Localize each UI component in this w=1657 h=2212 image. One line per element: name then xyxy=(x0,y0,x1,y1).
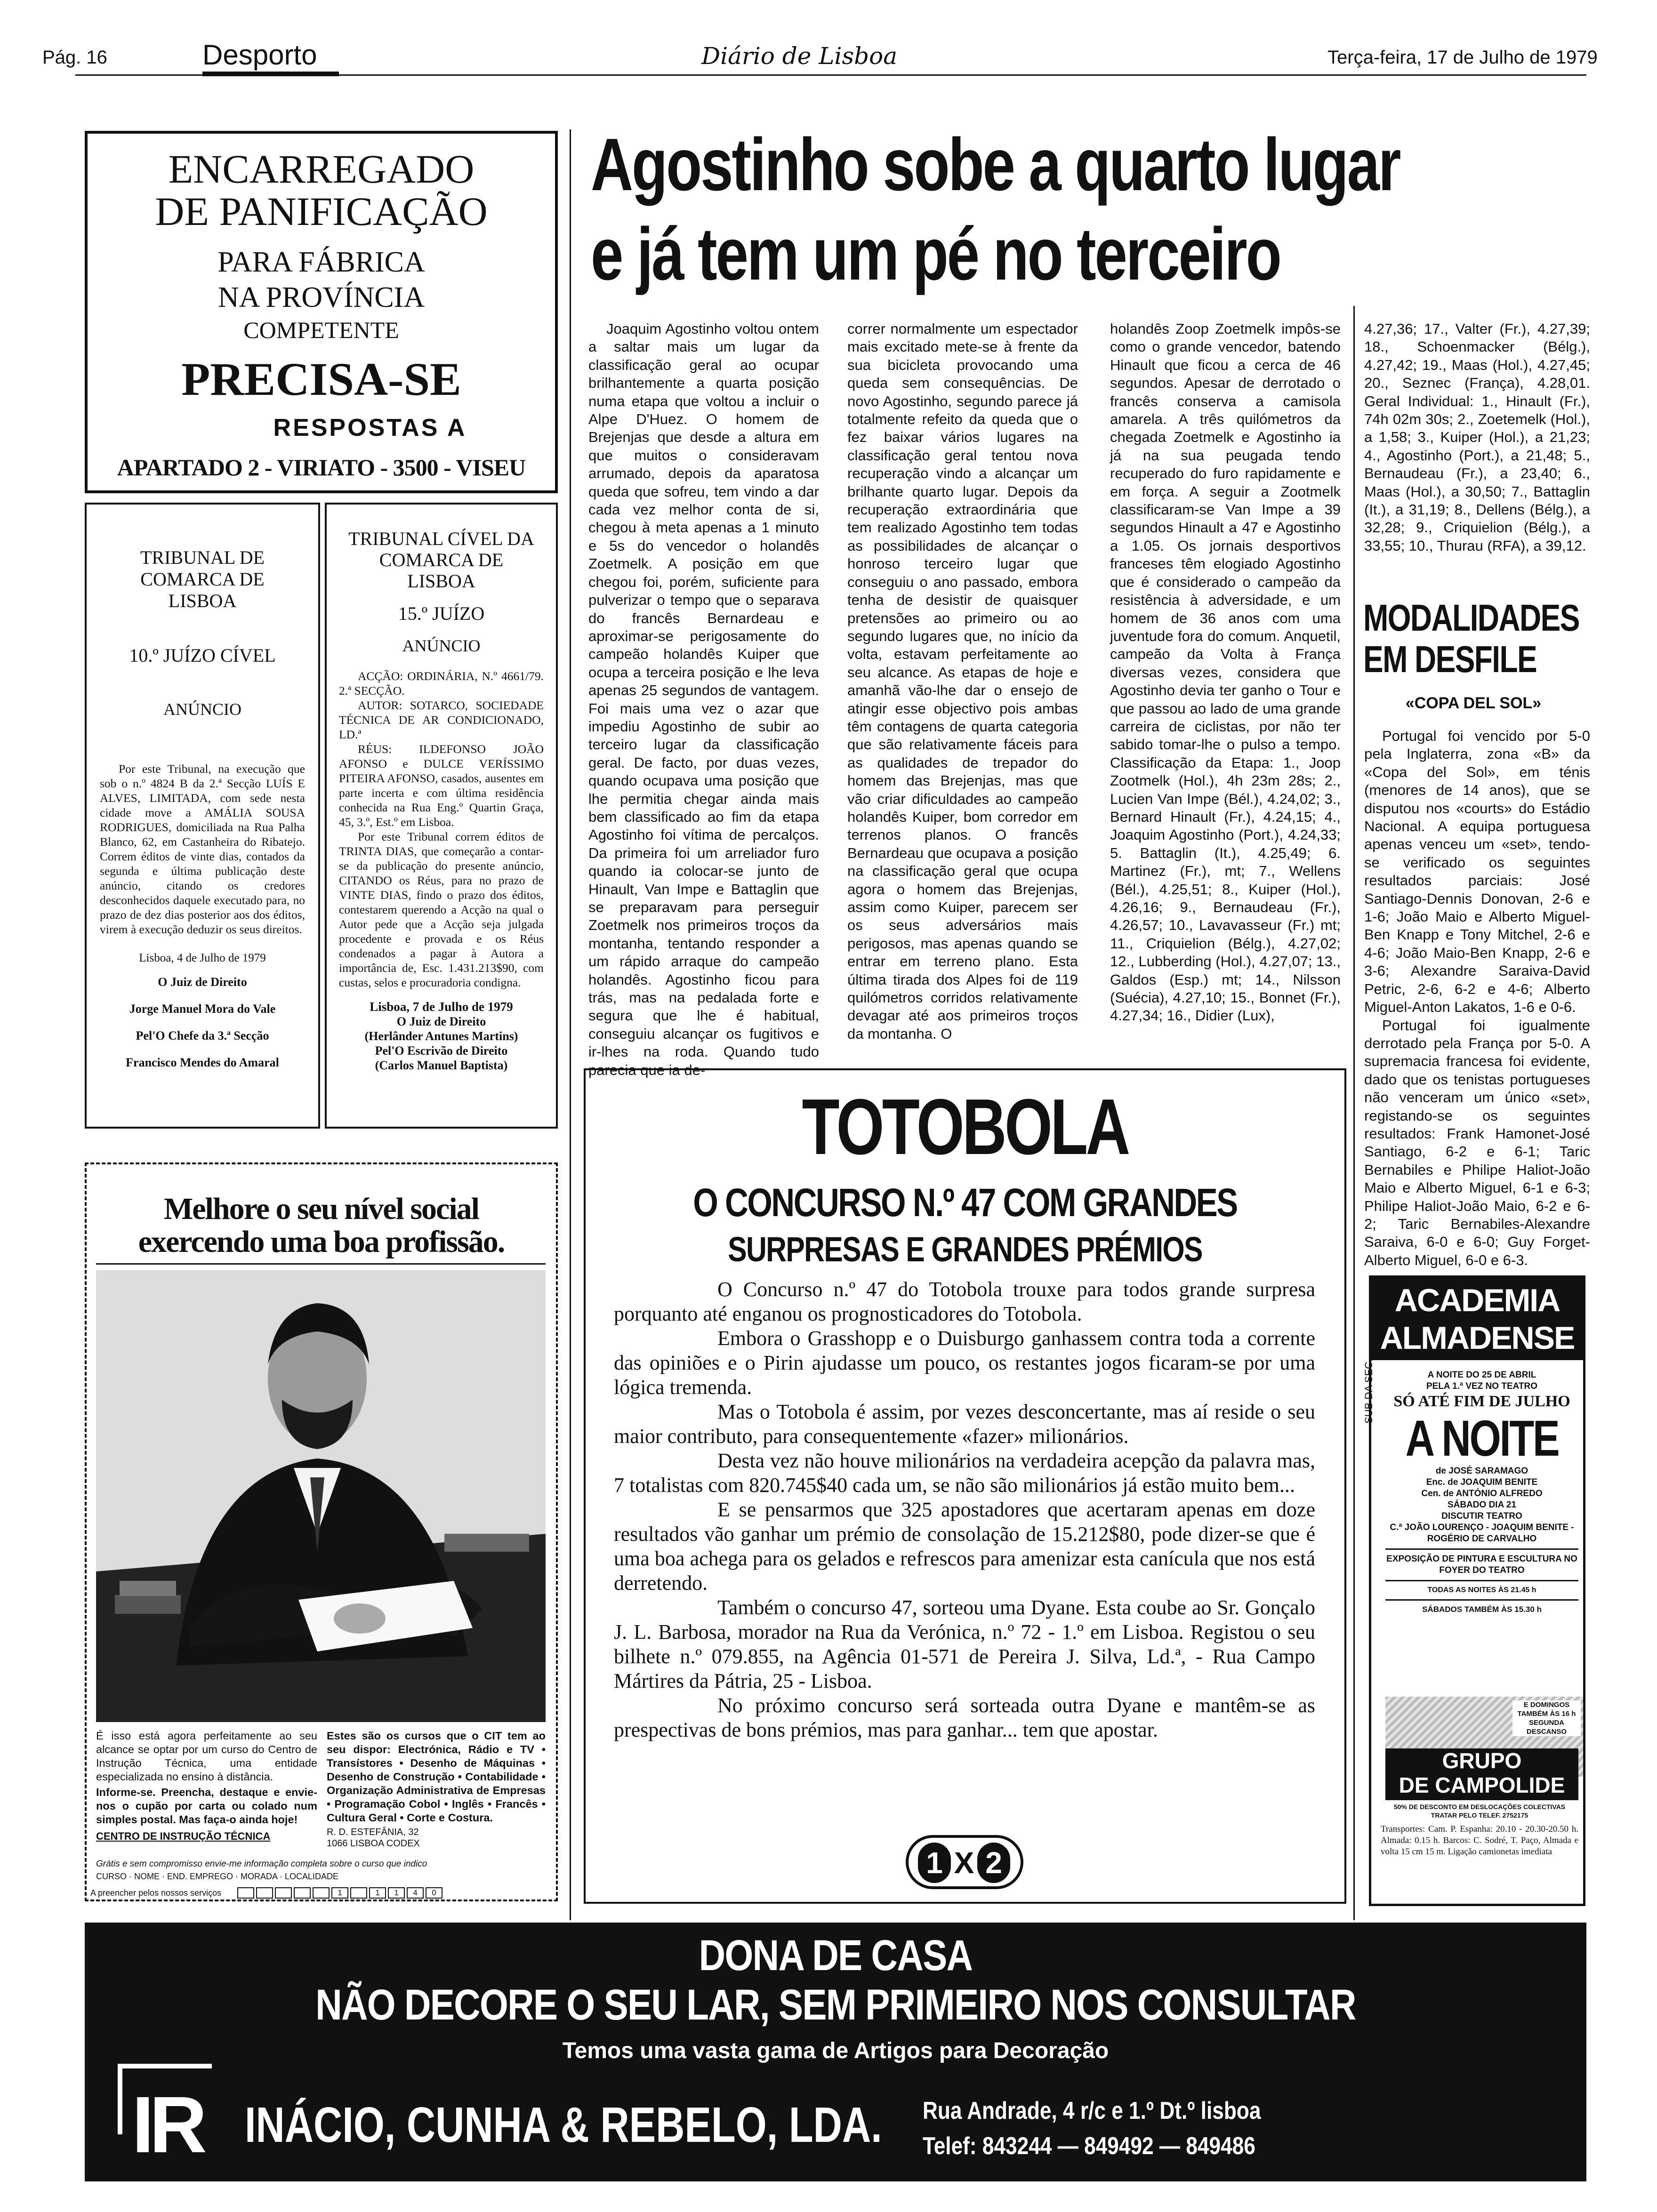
article-column-4: 4.27,36; 17., Valter (Fr.), 4.27,39; 18., Schoenmacker (Bélg.), 4.27,42; 19., Maas (Hol.), 4.27,45; 20., Seznec (França), 4.28,01. Geral Individual: 1., Hinault (Fr.), 74h 02m 30s; 2., Zoetemelk (Hol.), a 1,58; 3., Kuiper (Hol.), a 21,23; 4., Agostinho (Port.), a 21,48; 5., Bernaudeau (Fr.), a 23,40; 6., Maas (Hol.), a 30,50; 7., Battaglin (It.), a 31,19; 8., Dellens (Bélg.), a 32,28; 9., Criquielion (Bélg.), a 33,55; 10., Thurau (RFA), a 39,12. xyxy=(1364,321,1590,554)
logo-letters: IR xyxy=(132,2080,202,2170)
info-line: DISCUTIR TEATRO xyxy=(1441,1511,1522,1521)
teatro-ad xyxy=(1363,1275,1585,1906)
notice-paragraph: RÉUS: ILDEFONSO JOÃO AFONSO e DULCE VERÍSSIMO PITEIRA AFONSO, casados, ausentes em parte incerta e com última residência conhecida na Rua Eng.º Quartin Graça, 45, 3.º, Est.º em Lisboa. xyxy=(339,742,544,829)
coupon-box xyxy=(275,1887,292,1899)
notice-title: TRIBUNAL DE COMARCA DE LISBOA xyxy=(140,547,265,611)
coupon-box xyxy=(350,1887,367,1899)
totobola-p: No próximo concurso será sorteada outra Dyane e mantêm-se as prespectivas de bons prémios, mas para ganhar... tem que apostar. xyxy=(614,1694,1315,1741)
notice-title: TRIBUNAL CÍVEL DA COMARCA DE LISBOA xyxy=(348,528,534,592)
teatro-info xyxy=(1385,1370,1578,1615)
teatro-banner xyxy=(1371,1278,1583,1360)
notice-date: Lisboa, 4 de Julho de 1979 xyxy=(139,952,266,964)
photo-man-writing xyxy=(96,1270,546,1722)
logo-x: X xyxy=(954,1846,974,1880)
divider xyxy=(1385,1599,1578,1601)
tribunal-civel-notice xyxy=(325,503,558,1129)
info-line: SÁBADOS TAMBÉM ÀS 15.30 h xyxy=(1422,1605,1542,1614)
divider xyxy=(96,1263,546,1265)
column-divider xyxy=(570,129,571,1920)
coupon-intro: Grátis e sem compromisso envie-me informação completa sobre o curso que indico xyxy=(96,1859,427,1869)
teatro-side-label: SUB DA SEC. xyxy=(1363,1358,1375,1424)
info-line: TRATAR PELO TELEF. 2752175 xyxy=(1431,1811,1528,1819)
teatro-transport: Transportes: Cam. P. Espanha: 20.10 - 20.30-20.50 h. Almada: 0.15 h. Barcos: C. Sodré, T. Paço, Almada e volta 15 cm 15 m. Ligação camionetas imediata xyxy=(1381,1824,1578,1857)
info-line: SÓ ATÉ FIM DE JULHO xyxy=(1393,1393,1570,1410)
bottom-ad-line: DONA DE CASA xyxy=(699,1931,973,1980)
ad-line: APARTADO 2 - VIRIATO - 3500 - VISEU xyxy=(117,454,526,481)
info-line: 50% DE DESCONTO EM DESLOCAÇÕES COLECTIVAS xyxy=(1393,1803,1566,1811)
info-line: EXPOSIÇÃO DE PINTURA E ESCULTURA NO FOYER DO TEATRO xyxy=(1386,1554,1577,1575)
coupon-box xyxy=(237,1887,254,1899)
coupon-box: 1 xyxy=(369,1887,386,1899)
totobola-p: Também o concurso 47, sorteou uma Dyane. Esta coube ao Sr. Gonçalo J. L. Barbosa, morador na Rua da Verónica, n.º 72 - 1.º em Lisboa. Registou o seu bilhete n.º 079.855, na Agência 01-571 de Pereira J. Silva, Ld.ª, - Rua Campo Mártires da Pátria, 25 - Lisboa. xyxy=(614,1596,1315,1692)
totobola-logo xyxy=(906,1835,1023,1889)
totobola-p: O Concurso n.º 47 do Totobola trouxe para todos grande surpresa porquanto até enganou os prognosticadores do Totobola. xyxy=(614,1278,1315,1325)
info-line: C.ª JOÃO LOURENÇO - JOAQUIM BENITE - ROGÉRIO DE CARVALHO xyxy=(1390,1523,1574,1544)
cit-intro: É isso está agora perfeitamente ao seu alcance se optar por um curso do Centro de Instrução Técnica, uma entidade especializada no ensino à distância. xyxy=(96,1730,317,1783)
banner-line: GRUPO xyxy=(1442,1748,1522,1773)
notice-signature: O Juiz de Direito xyxy=(158,975,247,989)
company-address: Rua Andrade, 4 r/c e 1.º Dt.º lisboa xyxy=(923,2097,1261,2124)
grupo-banner xyxy=(1385,1748,1578,1800)
info-line: Cen. de ANTÓNIO ALFREDO xyxy=(1421,1489,1543,1499)
coupon-box: 1 xyxy=(388,1887,405,1899)
notice-anuncio: ANÚNCIO xyxy=(402,636,481,655)
info-line: de JOSÉ SARAMAGO xyxy=(1435,1466,1528,1476)
modalidades-p2: Portugal foi igualmente derrotado pela França por 5-0. A supremacia francesa foi evidente, dado que os tenistas portugueses não venceram um único «set», registando-se os seguintes resultados: Frank Hamonet-José Santiago, 6-2 e 6-1; Taric Bernabiles e Philipe Haliot-João Maio e Alberto Miguel, 6-1 e 6-3; Philipe Haliot-João Maio, 6-2 e 6-2; Taric Bernabiles-Alexandre Saraiva, 6-0 e 6-0; Guy Forget-Alberto Miguel, 6-0 e 6-3. xyxy=(1364,1017,1590,1268)
notice-signature: (Carlos Manuel Baptista) xyxy=(375,1058,508,1072)
info-line: SEGUNDA xyxy=(1528,1719,1564,1727)
cit-text-right xyxy=(327,1729,546,1849)
info-line: SÁBADO DIA 21 xyxy=(1447,1500,1517,1510)
notice-signature: Pel'O Escrivão de Direito xyxy=(375,1044,508,1058)
notice-signature: Jorge Manuel Mora do Vale xyxy=(129,1002,276,1016)
ad-line: RESPOSTAS A xyxy=(273,414,467,441)
modalidades-headline: MODALIDADES xyxy=(1363,597,1579,639)
totobola-p: E se pensarmos que 325 apostadores que acertaram apenas em doze resultados vão ganhar um prémio de consolação de 15.212$80, pode dizer-se que é uma boa achega para os gelados e refrescos para amenizar esta canícula que nos está derretendo. xyxy=(614,1498,1315,1595)
company-logo xyxy=(118,2064,212,2172)
play-title: A NOITE xyxy=(1405,1410,1559,1467)
modalidades-subhead: «COPA DEL SOL» xyxy=(1405,694,1542,712)
cit-org-name: CENTRO DE INSTRUÇÃO TÉCNICA xyxy=(96,1830,271,1842)
masthead: Diário de Lisboa xyxy=(701,42,898,70)
cit-headline: exercendo uma boa profissão. xyxy=(138,1225,505,1259)
column-divider xyxy=(1353,306,1355,1920)
company-phone: Telef: 843244 — 849492 — 849486 xyxy=(923,2132,1255,2160)
notice-signature: O Juiz de Direito xyxy=(396,1015,486,1028)
teatro-schedule xyxy=(1512,1700,1581,1736)
teatro-discount xyxy=(1381,1803,1578,1819)
notice-anuncio: ANÚNCIO xyxy=(163,700,241,719)
coupon-box: 0 xyxy=(426,1887,442,1899)
notice-signature: Pel'O Chefe da 3.ª Secção xyxy=(136,1029,269,1042)
divider xyxy=(1385,1580,1578,1581)
bottom-ad xyxy=(85,1923,1586,2181)
coupon-office-label: A preencher pelos nossos serviços xyxy=(90,1888,222,1898)
article-headline: e já tem um pé no terceiro xyxy=(591,213,1280,296)
ad-line: PRECISA-SE xyxy=(181,353,461,405)
totobola-subtitle: SURPRESAS E GRANDES PRÉMIOS xyxy=(728,1230,1202,1269)
logo-2: 2 xyxy=(977,1843,1010,1883)
date: Terça-feira, 17 de Julho de 1979 xyxy=(1327,47,1598,68)
ad-panificacao xyxy=(85,131,558,493)
notice-signature: (Herlânder Antunes Martins) xyxy=(364,1029,518,1043)
modalidades-headline: EM DESFILE xyxy=(1363,638,1537,680)
totobola-p: Desta vez não houve milionários na verdadeira acepção da palavra mas, 7 totalistas com 820.745$40 cada um, se não são milionários já estão muito bem... xyxy=(614,1449,1315,1497)
coupon-box xyxy=(256,1887,273,1899)
coupon-office-row xyxy=(90,1887,540,1899)
notice-date: Lisboa, 7 de Julho de 1979 xyxy=(370,1000,513,1014)
divider xyxy=(1385,1548,1578,1550)
page-number: Pág. 16 xyxy=(42,47,107,68)
article-column-1: Joaquim Agostinho voltou ontem a saltar mais um lugar da classificação geral ao ocupar brilhantemente a quarta posição numa etapa que voltou a incluir o Alpe D'Huez. O homem de Brejenjas que desde a altura em que muitos o consideravam arrumado, depois da aparatosa queda que sofreu, tem vindo a dar cada vez melhor conta de si, chegou à meta apenas a 1 minuto e 5s do vencedor o holandês Zoetmelk. A posição em que chegou foi, porém, suficiente para pulverizar o tempo que o separava do francês Bernardeau e aproximar-se perigosamente do campeão holandês Kuiper que ocupa a terceira posição e lhe leva apenas 25 segundos de vantagem. Foi mais uma vez o azar que impediu Agostinho de subir ao terceiro lugar da classificação geral. De facto, por duas vezes, quando ocupava uma posição que lhe permitia chegar ainda mais bem classificado ao fim da etapa Agostinho foi vítima de percalços. Da primeira foi um arreliador furo quando ia colocar-se junto de Hinault, Van Impe e Battaglin que se preparavam para perseguir Zoetmelk nos primeiros troços da montanha, tentando responder a um rápido arraque do campeão holandês. Agostinho ficou para trás, mas na pedalada forte e segura que lhe é habitual, conseguiu alcançar os fugitivos e ir-lhes na roda. Quando tudo parecia que ia de- xyxy=(588,321,819,1078)
totobola-p: Mas o Totobola é assim, por vezes desconcertante, mas aí reside o seu maior contributo, para consequentemente «fazer» milionários. xyxy=(614,1400,1315,1448)
cit-ad xyxy=(85,1162,558,1901)
logo-1: 1 xyxy=(918,1843,951,1883)
tribunal-comarca-notice xyxy=(85,503,320,1129)
cit-courses: Estes são os cursos que o CIT tem ao seu dispor: Electrónica, Rádio e TV • Transístores • Desenho de Máquinas • Desenho de Construção • Contabilidade • Organização Administrativa de Empresas • Programação Cobol • Inglês • Francês • Cultura Geral • Corte e Costura. xyxy=(327,1730,546,1824)
coupon-box: 1 xyxy=(331,1887,348,1899)
totobola-box xyxy=(584,1068,1346,1904)
totobola-body xyxy=(614,1277,1315,1742)
info-line: Enc. de JOAQUIM BENITE xyxy=(1426,1477,1538,1487)
bottom-ad-line: Temos uma vasta gama de Artigos para Decoração xyxy=(562,2038,1109,2063)
cit-call-to-action: Informe-se. Preencha, destaque e envie-nos o cupão por carta ou colado num simples postal. Mas faça-o ainda hoje! xyxy=(96,1786,317,1826)
section-title: Desporto xyxy=(202,39,317,71)
article-column-3: holandês Zoop Zoetmelk impôs-se como o grande vencedor, batendo Hinault que ficou a cerca de 46 segundos. Apesar de derrotado o francês conserva a camisola amarela. A três quilómetros da chegada Zoetmelk e Agostinho ia já na sua peugada tendo recuperado do furo rapidamente e em força. A seguir a Zootmelk classificaram-se Van Impe a 39 segundos Hinault a 47 e Agostinho a 1.05. Os jornais desportivos franceses têm elogiado Agostinho que é considerado o campeão da resistência à adversidade, e um homem de 36 anos com uma juventude fora do comum. Anquetil, campeão da Volta à França diversas vezes, considera que Agostinho devia ter ganho o Tour e que passou ao lado de uma grande carreira de ciclistas, por não ter sabido tomar-lhe o pulso a tempo. Classificação da Etapa: 1., Joop Zootmelk (Hol.), 4h 23m 28s; 2., Lucien Van Impe (Bél.), 4.24,02; 3., Bernard Hinault (Fr.), 4.24,15; 4., Joaquim Agostinho (Port.), 4.24,33; 5. Battaglin (It.), 4.25,49; 6. Martinez (Fr.), mt; 7., Wellens (Bél.), 4.25,51; 8., Kuiper (Hol.), 4.26,16; 9., Bernaudeau (Fr.), 4.26,57; 10., Lavavasseur (Fr.) mt; 11., Criquielion (Bélg.), 4.27,02; 12., Lubberding (Hol.), 4.27,07; 13., Galdos (Esp.) mt; 14., Nilsson (Suécia), 4.27,10; 15., Bonnet (Fr.), 4.27,34; 16., Didier (Lux), xyxy=(1110,321,1341,1024)
cit-address: 1066 LISBOA CODEX xyxy=(327,1838,420,1849)
company-name: INÁCIO, CUNHA & REBELO, LDA. xyxy=(245,2097,882,2153)
ad-line: COMPETENTE xyxy=(243,317,399,343)
totobola-subtitle: O CONCURSO N.º 47 COM GRANDES xyxy=(693,1180,1237,1225)
coupon-box xyxy=(294,1887,311,1899)
totobola-p: Embora o Grasshopp e o Duisburgo ganhassem contra toda a corrente das opiniões e o Pirin ajudasse um pouco, os restantes jogos ficaram-se por uma lógica tremenda. xyxy=(614,1327,1315,1399)
notice-juizo: 15.º JUÍZO xyxy=(398,603,485,624)
ad-line: PARA FÁBRICA xyxy=(217,246,425,278)
info-line: TODAS AS NOITES ÀS 21.45 h xyxy=(1427,1586,1536,1594)
totobola-title: TOTOBOLA xyxy=(802,1082,1128,1171)
notice-paragraph: Por este Tribunal correm éditos de TRINTA DIAS, que começarão a contar-se da publicação do presente anúncio, CITANDO os Réus, para no prazo de VINTE DIAS, findo o prazo dos éditos, contestarem querendo a Acção na qual o Autor pede que a Acção seja julgada procedente e provada e os Réus condenados a pagar à Autora a importância de, Esc. 1.431.213$90, com custas, selos e procuradoria condigna. xyxy=(339,830,544,989)
cit-text-left xyxy=(96,1729,317,1843)
article-column-2: correr normalmente um espectador mais excitado mete-se à frente da sua bicicleta provocando uma queda sem consequências. De novo Agostinho, segundo parece já totalmente refeito da queda que o fez baixar vários lugares na classificação geral tentou nova recuperação vindo a alcançar um brilhante quarto lugar. Depois da recuperação extraordinária que tem realizado Agostinho tem todas as possibilidades de alcançar o honroso terceiro lugar que conseguiu o ano passado, embora tenha de desistir de quaisquer pretensões ao primeiro ou ao segundo lugares que, no início da volta, estavam perfeitamente ao seu alcance. As etapas de hoje e amanhã vão-lhe dar o ensejo de atingir esse objectivo pois ambas têm contagens de quarta categoria que são relativamente fáceis para as qualidades de trepador do homem das Brejenjas, mas que vão criar dificuldades ao campeão holandês Kuiper, bom corredor em terrenos planos. O francês Bernardeau que ocupava a posição na classificação geral que ocupa agora o homem das Brejenjas, assim como Kuiper, parecem ser os seus adversários mais perigosos, mas apenas quando se entrar em terreno plano. Esta última tirada dos Alpes foi de 119 quilómetros corridos relativamente devagar até aos primeiros troços da montanha. O xyxy=(847,321,1078,1042)
article-headline: Agostinho sobe a quarto lugar xyxy=(591,123,1400,206)
info-line: DESCANSO xyxy=(1526,1728,1567,1736)
notice-juizo: 10.º JUÍZO CÍVEL xyxy=(129,645,276,666)
notice-paragraph: ACÇÃO: ORDINÁRIA, N.º 4661/79. 2.ª SECÇÃO. xyxy=(339,669,544,697)
info-line: TAMBÉM ÀS 16 h xyxy=(1517,1710,1576,1718)
modalidades-paragraph xyxy=(1364,727,1590,1268)
ad-line: NA PROVÍNCIA xyxy=(217,281,425,313)
notice-signature: Francisco Mendes do Amaral xyxy=(126,1056,279,1069)
header-rule xyxy=(75,74,1586,76)
banner-line: ACADEMIA xyxy=(1394,1282,1560,1318)
notice-body: Por este Tribunal, na execução que sob o n.º 4824 B da 2.ª Secção LUÍS E ALVES, LIMITADA, com sede nesta cidade move a AMÁLIA SOUSA RODRIGUES, domiciliada na Rua Palha Blanco, 62, em Castanheira do Ribatejo. Correm éditos de vinte dias, contados da segunda e última publicação deste anúncio, citando os credores desconhecidos daquele executado para, no prazo de dez dias posterior aos dos éditos, virem à execução deduzir os seus direitos. xyxy=(100,762,305,936)
ad-line: ENCARREGADO xyxy=(168,146,475,192)
coupon-box xyxy=(313,1887,330,1899)
coupon-labels: CURSO · NOME · END. EMPREGO · MORADA · LOCALIDADE xyxy=(96,1872,339,1881)
info-line: A NOITE DO 25 DE ABRIL xyxy=(1427,1370,1536,1380)
coupon-box: 4 xyxy=(407,1887,424,1899)
cit-headline: Melhore o seu nível social xyxy=(163,1192,479,1226)
cit-address: R. D. ESTEFÂNIA, 32 xyxy=(327,1827,419,1837)
modalidades-p1: Portugal foi vencido por 5-0 pela Inglaterra, zona «B» da «Copa del Sol», em ténis (menores de 14 anos), que se disputou nos «courts» do Estádio Nacional. A equipa portuguesa apenas venceu um «set», tendo-se verificado os seguintes resultados parciais: José Santiago-Dennis Donovan, 2-6 e 1-6; João Maio e Alberto Miguel-Ben Knapp e Tony Mitchel, 2-6 e 4-6; João Maio-Ben Knapp, 2-6 e 3-6; Alexandre Saraiva-David Petric, 2-6, 6-2 e 4-6; Alberto Miguel-Anton Lakatos, 1-6 e 0-6. xyxy=(1364,728,1590,1016)
notice-paragraph: AUTOR: SOTARCO, SOCIEDADE TÉCNICA DE AR CONDICIONADO, LD.ª xyxy=(339,698,544,741)
banner-line: ALMADENSE xyxy=(1380,1320,1575,1356)
info-line: PELA 1.ª VEZ NO TEATRO xyxy=(1426,1381,1538,1391)
banner-line: DE CAMPOLIDE xyxy=(1399,1773,1565,1797)
info-line: E DOMINGOS xyxy=(1523,1701,1570,1709)
ad-line: DE PANIFICAÇÃO xyxy=(155,189,488,234)
bottom-ad-line: NÃO DECORE O SEU LAR, SEM PRIMEIRO NOS CONSULTAR xyxy=(315,1981,1356,2029)
